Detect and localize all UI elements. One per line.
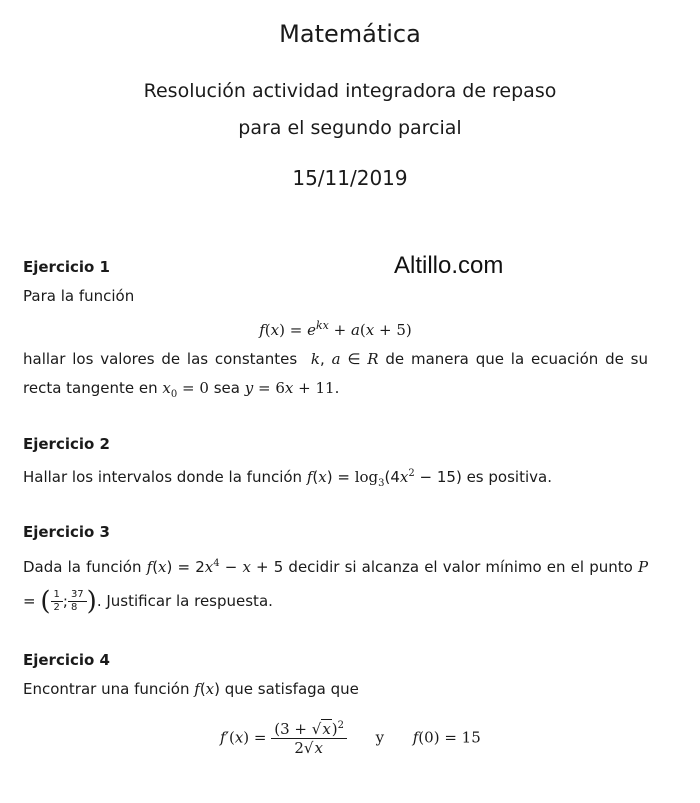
exercise-heading: Ejercicio 4 bbox=[23, 651, 110, 669]
exercise-statement: Hallar los intervalos donde la función $f(x) = \log_3(4x^2 - 15)$ es positiva. bbox=[23, 468, 552, 489]
page-title: Matemática bbox=[279, 20, 421, 48]
derivative-equation: f′(x) = $\frac{(3 + √x)^2}{2√x}$ y f(0) = 15 bbox=[220, 720, 481, 757]
exercise-statement: Dada la función $f(x) = 2x^4 - x + 5$ decidir si alcanza el valor mínimo en el punto P = ( $\frac{1}{2}$ ; $\frac{37}{8}$ ). Justificar la respuesta. bbox=[23, 558, 649, 617]
subtitle-line-2: para el segundo parcial bbox=[238, 117, 462, 139]
watermark: Altillo.com bbox=[394, 252, 504, 279]
exercise-intro: Para la función bbox=[23, 287, 135, 305]
equation-f: $f(x) = e^{kx} + a(x + 5)$ bbox=[259, 319, 412, 339]
subtitle-line-1: Resolución actividad integradora de repaso bbox=[143, 80, 557, 102]
exercise-heading: Ejercicio 2 bbox=[23, 435, 110, 453]
exercise-statement: hallar los valores de las constantes k, a ∈ R de manera que la ecuación de su recta tangente en $x_0 = 0$ sea y = 6x + 11. bbox=[23, 350, 648, 400]
exercise-4 bbox=[23, 646, 648, 704]
document-date: 15/11/2019 bbox=[292, 166, 408, 190]
exercise-statement: Encontrar una función f(x) que satisfaga que bbox=[23, 680, 359, 698]
conjunction: y bbox=[375, 728, 385, 747]
exercise-3 bbox=[23, 518, 648, 619]
exercise-heading: Ejercicio 3 bbox=[23, 523, 110, 541]
exercise-1 bbox=[23, 253, 648, 409]
exercise-heading: Ejercicio 1 bbox=[23, 258, 110, 276]
exercise-2 bbox=[23, 430, 648, 498]
